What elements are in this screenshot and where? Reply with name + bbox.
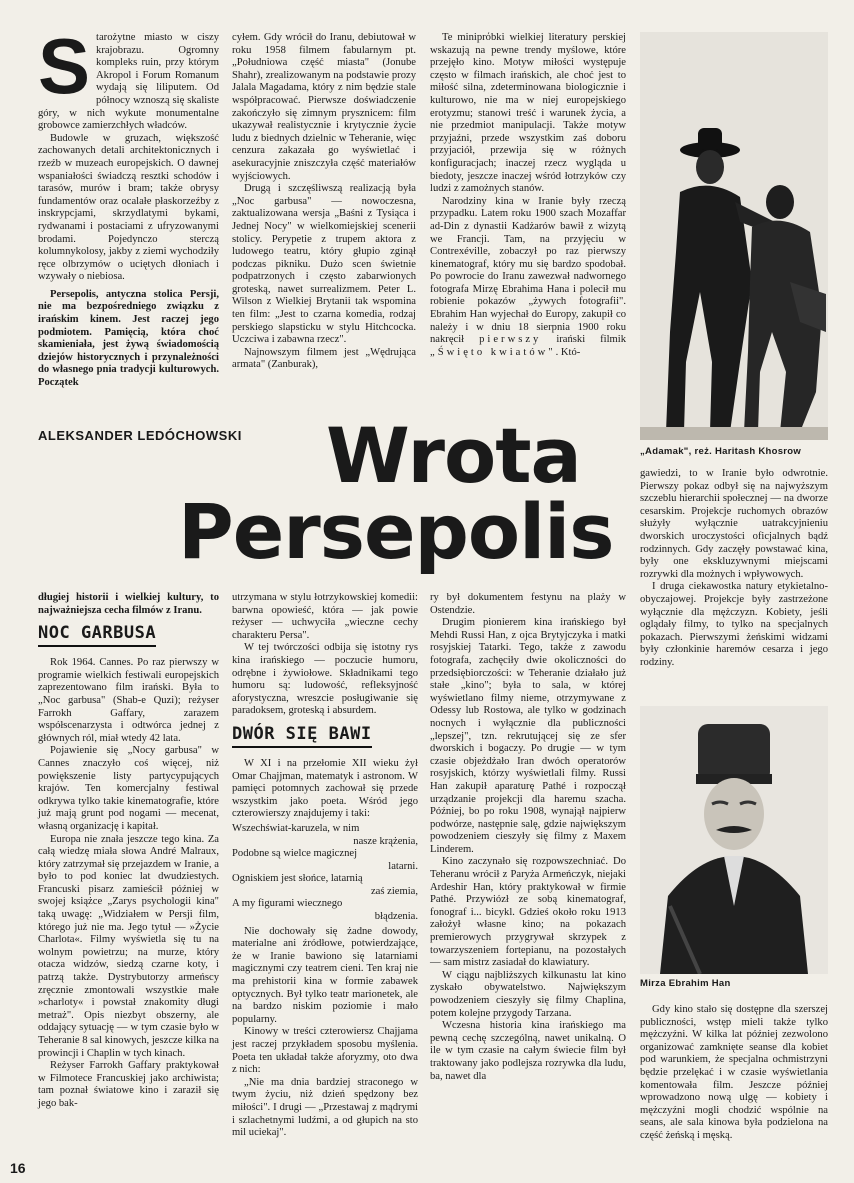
- column-3-bottom: [430, 592, 626, 1083]
- column-2-bottom: [232, 592, 418, 1140]
- paragraph: tarożytne miasto w ciszy krajobrazu. Ogromny kompleks ruin, przy którym Akropol i Forum Romanum wydają się liliputem. Od północy wznoszą się skaliste góry, w nich wykute monumentalne grobowce zamierzchłych władców.: [38, 32, 219, 132]
- text-run: Narodziny kina w Iranie były rzeczą przypadku. Latem roku 1900 szach Mozaffar ad-Din z dynastii Kadżarów bawił z wizytą we Francji. Tam, na przyjęciu w Contrexéville, zobaczył po raz pierwszy kinematograf, który mu się bardzo spodobał. Po powrocie do Iranu zawezwał nadwornego fotografa Mirzę Ebrahima Hana i polecił mu robienie pokazów „żywych fotografii". Ebrahim Han wyjechał do Europy, zakupił co należy i w dniu 18 sierpnia 1900 roku nakręcił: [430, 195, 626, 346]
- poem-line: latarni.: [388, 860, 418, 872]
- paragraph: W XI i na przełomie XII wieku żył Omar Chajjman, matematyk i astronom. W pamięci potomnych zachował się przede wszystkim jako poeta. Wśród jego czterowierszy znajdujemy i taki:: [232, 757, 418, 820]
- page-number: 16: [10, 1160, 26, 1176]
- paragraph: Budowle w gruzach, większość zachowanych detali architektonicznych i rzeźb w muzeach europejskich. O dawnej wspaniałości świadczą resztki schodów i tarasów, murów i bram; także obrysy fundamentów oraz ocalałe płaskorzeźby z inskrypcjami, skrzydlatymi bykami, rydwanami i postaciami z ufryzowanymi brodami. Pojedynczo sterczą kolumnykolosy, jakby z ziemi wychodziły ręce olbrzymów o uciętych dłoniach i wzywały o niebiosa.: [38, 132, 219, 283]
- text-run: irański filmik: [556, 334, 626, 346]
- paragraph: Kinowy w treści czterowiersz Chajjama jest raczej przykładem sposobu myślenia. Poeta ten układał także aforyzmy, oto dwa z nich:: [232, 1026, 418, 1076]
- lead-paragraph: Persepolis, antyczna stolica Persji, nie ma bezpośredniego związku z irańskim kinem. Jest raczej jego podmiotem. Pamięcią, która choć skamieniała, jest żywą świadomością dziejów historycznych i przynależności do własnego pnia tradycji kulturowych. Początek: [38, 288, 219, 389]
- paragraph: [430, 196, 626, 360]
- photo-portrait-image: [640, 706, 828, 974]
- poem-quatrain: [232, 823, 418, 924]
- column-2-top: [232, 32, 416, 372]
- photo-mirza-ebrahim-han: [640, 706, 828, 974]
- poem-line: A my figurami wiecznego: [232, 898, 343, 910]
- paragraph: Drugą i szczęśliwszą realizacją była „Noc garbusa" — nowoczesna, zaktualizowana wersja „Baśni z Tysiąca i Jednej Nocy" w wielkomiejskiej scenerii stolicy. Perypetie z trupem aktora z ludowego teatru, który głupio zginął podczas pikniku. Dużo scen świetnie podpatrzonych i często zabarwionych groteską, nawet surrealizmem. Peter L. Wilson z Wielkiej Brytanii tak wspomina ten film: „Jest to czarna komedia, rodzaj perskiego slapsticku w stylu Hitchcocka. Uczciwa i zabawna rzecz".: [232, 183, 416, 346]
- column-4-bottom: [640, 1004, 828, 1143]
- paragraph: ry był dokumentem festynu na plaży w Ostendzie.: [430, 592, 626, 616]
- paragraph: utrzymana w stylu łotrzykowskiej komedii: barwna opowieść, która — jak powie reżyser — uchwyciła „wieczne cechy charakteru Persa".: [232, 592, 418, 641]
- paragraph: „Nie ma dnia bardziej straconego w twym życiu, niż dzień spędzony bez miłości". I drugi — „Przestawaj z mądrymi i szlachetnymi ludźmi, a od głupich na sto mil uciekaj".: [232, 1076, 418, 1139]
- text-run-spaced: pierwszy: [479, 334, 542, 346]
- section-heading-noc-garbusa: NOC GARBUSA: [38, 623, 156, 647]
- paragraph: Reżyser Farrokh Gaffary praktykował w Filmotece Francuskiej jako archiwista; tam poznał światowe kino i zaraził się jego bak-: [38, 1060, 219, 1109]
- paragraph: Kino zaczynało się rozpowszechniać. Do Teheranu wrócił z Paryża Armeńczyk, niejaki Ardeshir Han, który praktykował w firmie Pathé. Przywiózł ze sobą kinematograf, fonograf i... bicykl. Gdzieś około roku 1913 założył własne kino; na pokazach premierowych przygrywał skrzypek z towarzyszeniem fortepianu, na pozostałych — sam mistrz zasiadał do klawiatury.: [430, 856, 626, 969]
- photo-portrait-caption: Mirza Ebrahim Han: [640, 978, 731, 989]
- article-title-line-1: Wrota: [326, 411, 581, 500]
- photo-adamak-caption: „Adamak", reż. Haritash Khosrow: [640, 446, 802, 457]
- column-4-mid: [640, 468, 828, 670]
- paragraph: Drugim pionierem kina irańskiego był Mehdi Russi Han, z ojca Brytyjczyka i matki rosyjskiej Tatarki. Tego, także z zawodu fotografa, zachęciły dwie okoliczności do przedsiębiorczości: w Teheranie działało już stałe „kino"; była to sala, w której wyświetlano filmy nieme, otrzymywane z Odessy lub Rostowa, ale tylko w godzinach nocnych i wyłącznie dla publiczności „lepszej", tzn. rekrutującej się ze sfer dworskich i bogaczy. Po drugie — w tym czasie objeżdżało Iran dwóch operatorów rosyjskich, którzy wyświetlali filmy. Russi Han zakupił aparaturę Pathé i rozpoczął urządzanie projekcji dla haremu szacha. Później, bo po roku 1908, wynajął najpierw podwórze, następnie salę, gdzie największym powodzeniem cieszyły się filmy z Maxem Linderem.: [430, 617, 626, 855]
- article-title-line-2: Persepolis: [178, 487, 614, 576]
- text-run: . Któ-: [555, 346, 581, 358]
- column-3-top: [430, 32, 626, 359]
- photo-adamak-image: [640, 32, 828, 440]
- paragraph: gawiedzi, to w Iranie było odwrotnie. Pierwszy pokaz odbył się na najwyższym szczeblu hierarchii społecznej — na dworze cesarskim. Projekcje ruchomych obrazów służyły wyłącznie uatrakcyjnieniu dworskich uroczystości oficjalnych bądź rodzinnych. Gdy zaczęły powstawać kina, były one ekskluzywnymi miejscami rozrywki dla możnych i wpływowych.: [640, 468, 828, 580]
- column-1-bottom: [38, 592, 219, 1111]
- drop-cap: S: [38, 22, 91, 110]
- paragraph: cyłem. Gdy wrócił do Iranu, debiutował w roku 1958 filmem fabularnym pt. „Południowa część miasta" (Jonube Shahr), zrealizowanym na podstawie prozy Jalala Magadama, który z nim będzie stale współpracować. Pierwsze doświadczenie zakończyło się zimnym prysznicem: film ukazywał realistycznie i krytycznie życie ludu z biednych dzielnic w Teheranie, więc cenzura zakazała go wyświetlać i asekuracyjnie zniszczyła część materiałów wyjściowych.: [232, 32, 416, 182]
- paragraph: Nie dochowały się żadne dowody, materialne ani źródłowe, potwierdzające, że w Iranie bawiono się latarniami magicznymi czy teatrem cieni. Ten kraj nie ma prehistorii kina w formie zabawek optycznych. Był tylko teatr marionetek, ale na bardzo niskim poziomie i mało popularny.: [232, 925, 418, 1025]
- paragraph: Wczesna historia kina irańskiego ma pewną cechę szczególną, nawet unikalną. O ile w tym czasie na całym świecie film był traktowany jako podlejsza rozrywka dla ludu, ba, nawet dla: [430, 1020, 626, 1082]
- paragraph: Europa nie znała jeszcze tego kina. Za całą wiedzę miała słowa André Malraux, który zatrzymał się przejazdem w Iranie, a było to pod koniec lat dwudziestych. Francuski pisarz zamieścił później w swojej książce „Zarys psychologii kina" taką uwagę: „Widziałem w Persji film, którego już nie ma. Jego tytuł — »Życie Charlota«. Filmy wyświetla się tu na wolnym powietrzu; na murze, który otacza widzów, siedzą czarne koty, i patrzą także. Dystrybutorzy armeńscy zręcznie zmontowali wszystkie małe »charloty« i powstał znakomity długi metraż". Opis niezbyt obszerny, ale oddający sytuację — w tym czasie było w Teheranie 8 sal kinowych, jeszcze kilka na prowincji i Chaplin w tych kinach.: [38, 833, 219, 1059]
- column-1-top: [38, 22, 219, 390]
- paragraph: W ciągu najbliższych kilkunastu lat kino zyskało obywatelstwo. Największym powodzeniem cieszyły się filmy Chaplina, potem kolejne przygody Tarzana.: [430, 969, 626, 1019]
- photo-adamak: [640, 32, 828, 440]
- section-heading-dwor-sie-bawi: DWÓR SIĘ BAWI: [232, 724, 372, 748]
- poem-line: zaś ziemia,: [370, 885, 418, 897]
- paragraph: Te miniprόbki wielkiej literatury perskiej wskazują na pewne trendy myślowe, które przejęło kino. Motyw miłości występuje często w filmach irańskich, ale choć jest to miłość silna, zdeterminowana biologicznie i kulturowo, nie ma w niej europejskiego erotyzmu; stanowi treść i warunek życia, a nie przedmiot manipulacji. Także motyw przyjaźni, przede wszystkim zaś doboru przyjaciół, przewija się w różnych konfiguracjach; inaczej rzecz wygląda u biedoty, jeszcze inaczej wśród łotrzyków czy ludzi z zamożnych stanów.: [430, 32, 626, 195]
- paragraph: I druga ciekawostka natury etykietalno-obyczajowej. Projekcje były zastrzeżone wyłącznie dla mężczyzn. Kobiety, jeśli oglądały filmy, to tylko na specjalnych pokazach. Pierwszymi żeńskimi widzami były członkinie haremów cesarza i jego rodziny.: [640, 581, 828, 668]
- text-run-spaced: „Święto kwiatów": [430, 346, 556, 358]
- paragraph: Najnowszym filmem jest „Wędrująca armata" (Zanburak),: [232, 346, 416, 371]
- poem-line: Podobne są wielce magicznej: [232, 848, 358, 860]
- author-name: ALEKSANDER LEDÓCHOWSKI: [38, 428, 242, 443]
- paragraph: Rok 1964. Cannes. Po raz pierwszy w programie wielkich festiwali europejskich zaprezentowano film irański. Była to „Noc garbusa" (Shab-e Quzi); reżyser Farrokh Gaffary, zarazem współscenarzysta i odtwórca jednej z głównych ról, miał wtedy 42 lata.: [38, 657, 219, 744]
- poem-line: błądzenia.: [374, 911, 418, 923]
- poem-line: nasze krążenia,: [353, 835, 418, 847]
- lead-paragraph: długiej historii i wielkiej kultury, to najważniejsza cecha filmów z Iranu.: [38, 592, 219, 616]
- paragraph: Gdy kino stało się dostępne dla szerszej publiczności, wstęp mieli także tylko mężczyźni. W kilka lat później zezwolono organizować zamknięte seanse dla kobiet pod warunkiem, że specjalna ochmistrzyni będzie przelękać i w czasie wyświetlania komentowała film. Jeszcze później wprowadzono nową ulgę — kobiety i mężczyźni mogli chodzić wspólnie na seans, ale sala kinowa była podzielona na część żeńską i męską.: [640, 1004, 828, 1141]
- poem-line: Wszechświat-karuzela, w nim: [232, 822, 360, 834]
- poem-line: Ogniskiem jest słońce, latarnią: [232, 873, 363, 885]
- paragraph: Pojawienie się „Nocy garbusa" w Cannes znaczyło coś więcej, niż powiększenie listy partycypujących krajów. Ten komercjalny festiwal odkrywa tylko takie kinematografie, które już mają grunt pod nogami — mecenat, własną organizację i kapitał.: [38, 745, 219, 832]
- paragraph: W tej twórczości odbija się istotny rys kina irańskiego — poczucie humoru, odrębne i żywiołowe. Składnikami tego humoru są: ludowość, refleksyjność aforystyczna, wreszcie posługiwanie się paradoksem, groteską i absurdem.: [232, 642, 418, 717]
